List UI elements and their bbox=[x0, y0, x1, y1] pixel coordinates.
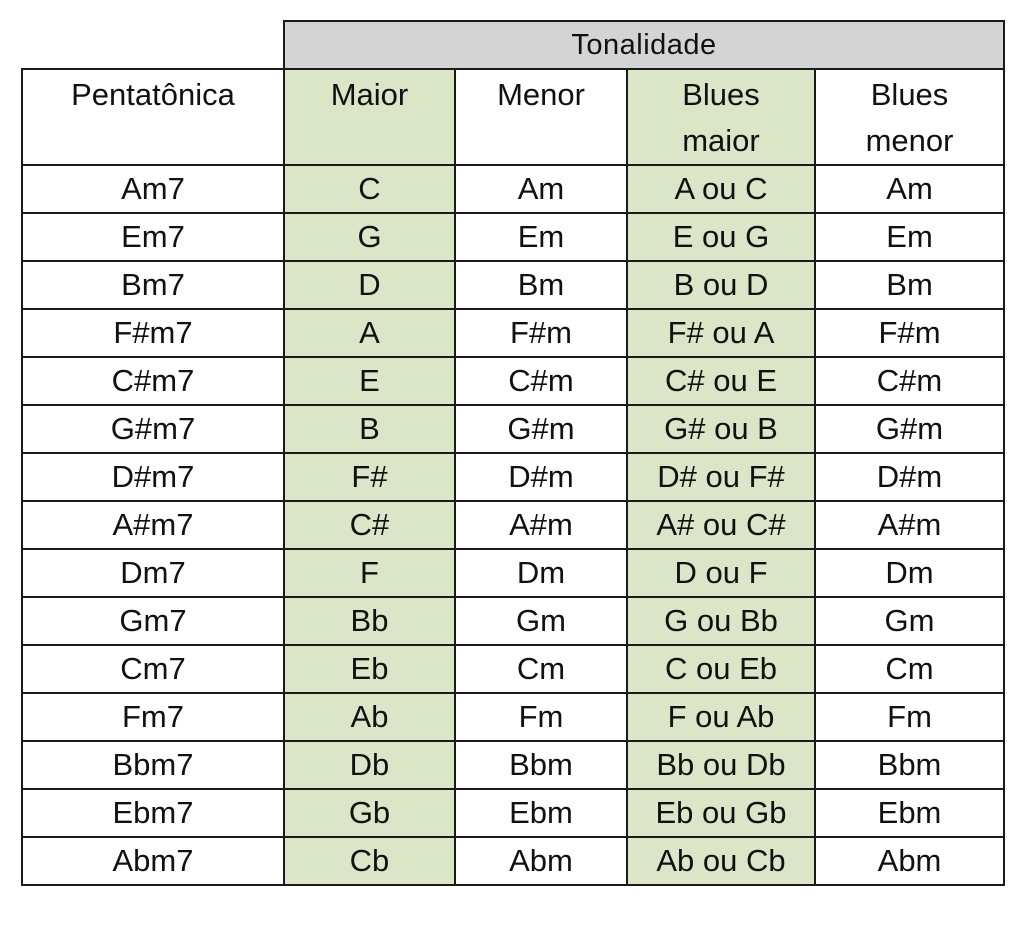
table-cell-maior: Gb bbox=[284, 789, 455, 837]
table-cell-menor: Dm bbox=[455, 549, 627, 597]
table-cell-maior: A bbox=[284, 309, 455, 357]
table-cell-blues-maior: D# ou F# bbox=[627, 453, 815, 501]
table-cell-blues-maior: A# ou C# bbox=[627, 501, 815, 549]
column-header-line: menor bbox=[865, 123, 954, 158]
table-cell-menor: F#m bbox=[455, 309, 627, 357]
table-cell-blues-menor: Em bbox=[815, 213, 1004, 261]
table-cell-blues-maior: B ou D bbox=[627, 261, 815, 309]
table-row bbox=[22, 357, 1004, 405]
table-cell-blues-maior: Ab ou Cb bbox=[627, 837, 815, 885]
table-cell-blues-menor: Bm bbox=[815, 261, 1004, 309]
table-cell-pentatonica: D#m7 bbox=[22, 453, 284, 501]
table-row bbox=[22, 837, 1004, 885]
table-cell-menor: C#m bbox=[455, 357, 627, 405]
table-cell-blues-maior: A ou C bbox=[627, 165, 815, 213]
table-cell-maior: Eb bbox=[284, 645, 455, 693]
column-header-line: Blues bbox=[682, 77, 760, 112]
table-cell-blues-menor: Cm bbox=[815, 645, 1004, 693]
table-cell-maior: G bbox=[284, 213, 455, 261]
table-cell-pentatonica: Cm7 bbox=[22, 645, 284, 693]
table-cell-blues-menor: Dm bbox=[815, 549, 1004, 597]
table-cell-blues-maior: Bb ou Db bbox=[627, 741, 815, 789]
table-cell-blues-maior: C# ou E bbox=[627, 357, 815, 405]
table-cell-blues-menor: Fm bbox=[815, 693, 1004, 741]
table-cell-maior: Bb bbox=[284, 597, 455, 645]
table-cell-menor: Fm bbox=[455, 693, 627, 741]
table-cell-menor: A#m bbox=[455, 501, 627, 549]
table-cell-pentatonica: Am7 bbox=[22, 165, 284, 213]
table-cell-menor: G#m bbox=[455, 405, 627, 453]
table-cell-menor: Em bbox=[455, 213, 627, 261]
table-cell-blues-menor: A#m bbox=[815, 501, 1004, 549]
table-cell-maior: F# bbox=[284, 453, 455, 501]
column-header-line: Pentatônica bbox=[71, 77, 235, 112]
pentatonic-key-table bbox=[21, 20, 1005, 886]
table-body bbox=[22, 165, 1004, 885]
table-cell-menor: Bbm bbox=[455, 741, 627, 789]
table-row bbox=[22, 597, 1004, 645]
table-cell-blues-menor: Am bbox=[815, 165, 1004, 213]
table-cell-pentatonica: Fm7 bbox=[22, 693, 284, 741]
table-row bbox=[22, 789, 1004, 837]
table-cell-maior: Db bbox=[284, 741, 455, 789]
table-cell-maior: Ab bbox=[284, 693, 455, 741]
table-cell-blues-maior: C ou Eb bbox=[627, 645, 815, 693]
table-row bbox=[22, 405, 1004, 453]
table-cell-blues-menor: Gm bbox=[815, 597, 1004, 645]
table-cell-blues-menor: G#m bbox=[815, 405, 1004, 453]
column-header-blues-menor bbox=[815, 69, 1004, 165]
table-cell-pentatonica: F#m7 bbox=[22, 309, 284, 357]
table-cell-pentatonica: Ebm7 bbox=[22, 789, 284, 837]
table-row bbox=[22, 645, 1004, 693]
group-header-row bbox=[22, 21, 1004, 69]
table-cell-maior: F bbox=[284, 549, 455, 597]
table-cell-blues-menor: Ebm bbox=[815, 789, 1004, 837]
table-cell-blues-menor: Bbm bbox=[815, 741, 1004, 789]
table-cell-menor: Am bbox=[455, 165, 627, 213]
column-header-line: maior bbox=[682, 123, 760, 158]
table-cell-pentatonica: Dm7 bbox=[22, 549, 284, 597]
table-cell-pentatonica: Bbm7 bbox=[22, 741, 284, 789]
table-cell-pentatonica: C#m7 bbox=[22, 357, 284, 405]
table-cell-menor: Cm bbox=[455, 645, 627, 693]
table-cell-blues-maior: D ou F bbox=[627, 549, 815, 597]
table-row bbox=[22, 693, 1004, 741]
table-row bbox=[22, 261, 1004, 309]
table-cell-blues-maior: G# ou B bbox=[627, 405, 815, 453]
table-cell-maior: C bbox=[284, 165, 455, 213]
column-header-blues-maior bbox=[627, 69, 815, 165]
table-cell-maior: Cb bbox=[284, 837, 455, 885]
column-header-menor bbox=[455, 69, 627, 165]
table-cell-pentatonica: Bm7 bbox=[22, 261, 284, 309]
table-cell-blues-maior: F ou Ab bbox=[627, 693, 815, 741]
table-row bbox=[22, 549, 1004, 597]
table-cell-blues-menor: F#m bbox=[815, 309, 1004, 357]
table-cell-menor: Ebm bbox=[455, 789, 627, 837]
column-header-pentatonica bbox=[22, 69, 284, 165]
empty-corner-cell bbox=[22, 21, 284, 69]
table-cell-menor: D#m bbox=[455, 453, 627, 501]
table-cell-pentatonica: Gm7 bbox=[22, 597, 284, 645]
table-row bbox=[22, 741, 1004, 789]
table-cell-pentatonica: Abm7 bbox=[22, 837, 284, 885]
table-cell-blues-maior: Eb ou Gb bbox=[627, 789, 815, 837]
column-header-line: Maior bbox=[330, 77, 409, 112]
column-header-line: Menor bbox=[497, 77, 585, 112]
table-cell-blues-maior: E ou G bbox=[627, 213, 815, 261]
table-cell-menor: Abm bbox=[455, 837, 627, 885]
table-cell-pentatonica: G#m7 bbox=[22, 405, 284, 453]
table-cell-pentatonica: A#m7 bbox=[22, 501, 284, 549]
table-cell-menor: Gm bbox=[455, 597, 627, 645]
table-cell-blues-maior: F# ou A bbox=[627, 309, 815, 357]
table-row bbox=[22, 453, 1004, 501]
table-row bbox=[22, 309, 1004, 357]
table-cell-blues-menor: Abm bbox=[815, 837, 1004, 885]
table-row bbox=[22, 501, 1004, 549]
column-header-row bbox=[22, 69, 1004, 165]
column-header-line: Blues bbox=[870, 77, 949, 112]
table-cell-menor: Bm bbox=[455, 261, 627, 309]
table-cell-blues-maior: G ou Bb bbox=[627, 597, 815, 645]
table-cell-blues-menor: C#m bbox=[815, 357, 1004, 405]
table-cell-maior: C# bbox=[284, 501, 455, 549]
table-cell-maior: B bbox=[284, 405, 455, 453]
table-cell-maior: D bbox=[284, 261, 455, 309]
column-header-maior bbox=[284, 69, 455, 165]
tonalidade-group-header: Tonalidade bbox=[284, 21, 1004, 69]
table-cell-blues-menor: D#m bbox=[815, 453, 1004, 501]
table-row bbox=[22, 213, 1004, 261]
table-cell-maior: E bbox=[284, 357, 455, 405]
table-cell-pentatonica: Em7 bbox=[22, 213, 284, 261]
table-row bbox=[22, 165, 1004, 213]
